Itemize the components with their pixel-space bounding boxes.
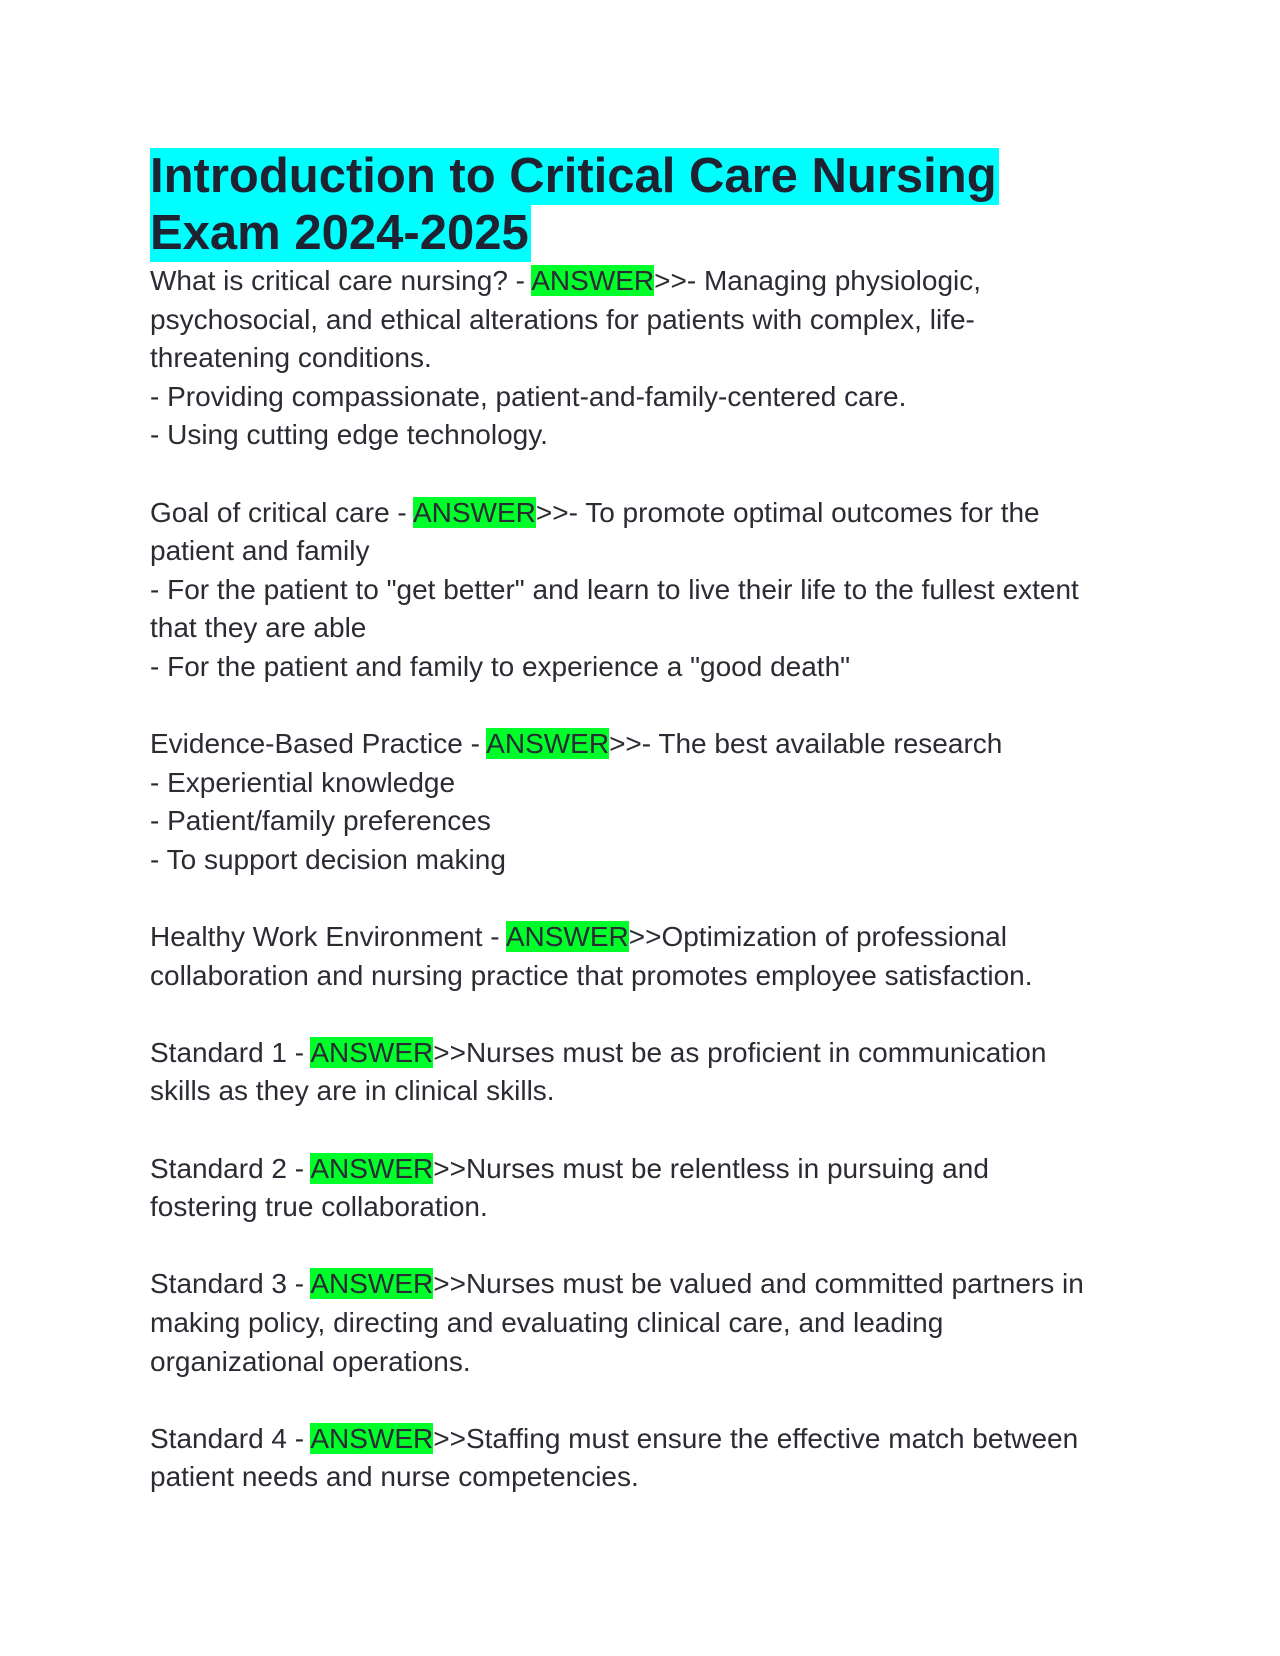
document-page — [150, 148, 1150, 1497]
answer-line: fostering true collaboration. — [150, 1191, 488, 1223]
answer-line: - Experiential knowledge — [150, 766, 456, 798]
answer-highlight: ANSWER — [486, 728, 610, 760]
qa-first-line — [150, 1420, 1150, 1459]
answer-line: threatening conditions. — [150, 342, 432, 374]
qa-item — [150, 1150, 1150, 1227]
answer-line: - Using cutting edge technology. — [150, 419, 548, 451]
question-text: Standard 3 - — [150, 1268, 311, 1300]
question-text: Standard 1 - — [150, 1036, 311, 1068]
answer-text: >>- To promote optimal outcomes for the — [535, 496, 1040, 528]
answer-text: >>Optimization of professional — [628, 921, 1007, 953]
title-line-1: Introduction to Critical Care Nursing — [150, 149, 997, 203]
qa-first-line — [150, 262, 1150, 301]
answer-line: - Patient/family preferences — [150, 805, 491, 837]
qa-first-line — [150, 1265, 1150, 1304]
answer-text: >>- Managing physiologic, — [654, 265, 982, 296]
answer-text: >>Nurses must be relentless in pursuing and — [433, 1152, 989, 1184]
qa-item — [150, 725, 1150, 879]
question-text: Standard 2 - — [150, 1152, 311, 1184]
qa-first-line — [150, 494, 1150, 533]
qa-item — [150, 262, 1150, 455]
qa-item — [150, 918, 1150, 995]
qa-first-line — [150, 725, 1150, 764]
qa-item — [150, 1265, 1150, 1381]
answer-line: - Providing compassionate, patient-and-family-centered care. — [150, 380, 907, 412]
answer-highlight: ANSWER — [505, 921, 629, 953]
question-text: Standard 4 - — [150, 1422, 311, 1454]
question-text: Healthy Work Environment - — [150, 921, 506, 953]
answer-text: >>Staffing must ensure the effective match between — [433, 1422, 1079, 1454]
title-line-2: Exam 2024-2025 — [150, 206, 529, 260]
qa-item — [150, 1420, 1150, 1497]
answer-line: collaboration and nursing practice that promotes employee satisfaction. — [150, 959, 1033, 991]
answer-line: patient needs and nurse competencies. — [150, 1461, 639, 1493]
qa-first-line — [150, 1034, 1150, 1073]
answer-line: organizational operations. — [150, 1345, 471, 1377]
question-text: Goal of critical care - — [150, 496, 413, 528]
question-text: What is critical care nursing? - — [150, 265, 532, 296]
answer-line: skills as they are in clinical skills. — [150, 1075, 555, 1107]
answer-line: - For the patient and family to experience a "good death" — [150, 650, 851, 682]
answer-highlight: ANSWER — [310, 1422, 434, 1454]
answer-text: >>- The best available research — [609, 728, 1003, 760]
qa-item — [150, 494, 1150, 687]
answer-highlight: ANSWER — [310, 1268, 434, 1300]
answer-highlight: ANSWER — [531, 265, 655, 296]
answer-text: >>Nurses must be valued and committed partners in — [433, 1268, 1084, 1300]
qa-item — [150, 1034, 1150, 1111]
answer-line: patient and family — [150, 535, 370, 567]
answer-highlight: ANSWER — [310, 1036, 434, 1068]
qa-list — [150, 262, 1150, 1497]
answer-line: that they are able — [150, 612, 367, 644]
answer-line: psychosocial, and ethical alterations for patients with complex, life- — [150, 303, 975, 335]
answer-line: - To support decision making — [150, 843, 506, 875]
answer-line: - For the patient to "get better" and learn to live their life to the fullest extent — [150, 573, 1079, 605]
qa-first-line — [150, 918, 1150, 957]
answer-line: making policy, directing and evaluating clinical care, and leading — [150, 1307, 944, 1339]
answer-highlight: ANSWER — [412, 496, 536, 528]
page-title — [150, 148, 1150, 262]
answer-highlight: ANSWER — [310, 1152, 434, 1184]
question-text: Evidence-Based Practice - — [150, 728, 487, 760]
answer-text: >>Nurses must be as proficient in communication — [433, 1036, 1047, 1068]
qa-first-line — [150, 1150, 1150, 1189]
